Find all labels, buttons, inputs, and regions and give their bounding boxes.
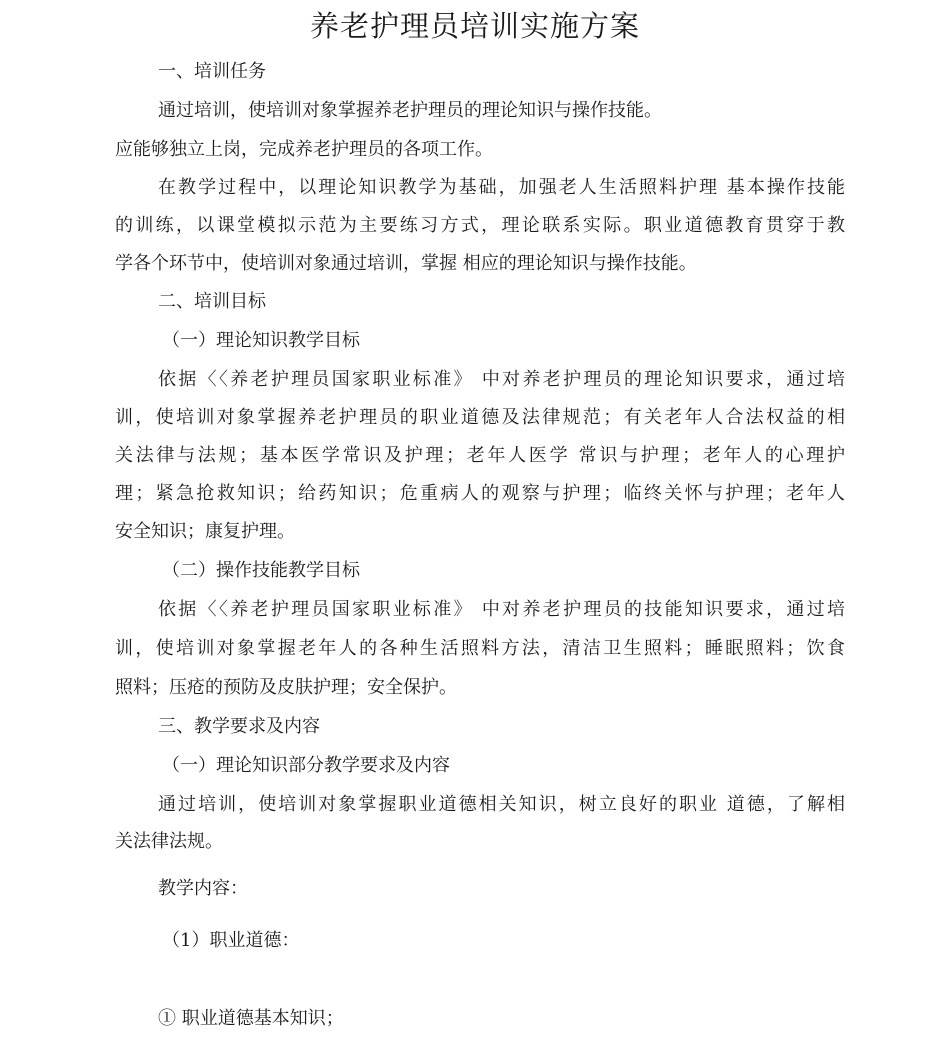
paragraph-line: 安全知识；康复护理。 <box>115 521 295 542</box>
subheading: （一）理论知识部分教学要求及内容 <box>162 755 450 776</box>
paragraph-line: 学各个环节中，使培训对象通过培训，掌握 相应的理论知识与操作技能。 <box>115 253 697 274</box>
paragraph-line: 的训练，以课堂模拟示范为主要练习方式，理论联系实际。职业道德教育贯穿于教 <box>115 215 845 236</box>
paragraph-line: 应能够独立上岗，完成养老护理员的各项工作。 <box>115 139 493 160</box>
paragraph-line: 通过培训，使培训对象掌握养老护理员的理论知识与操作技能。 <box>158 100 662 121</box>
document-title: 养老护理员培训实施方案 <box>309 9 640 43</box>
paragraph-line: 依据〈〈养老护理员国家职业标准》 中对养老护理员的技能知识要求，通过培 <box>158 599 845 620</box>
heading-3: 三、教学要求及内容 <box>158 716 320 737</box>
paragraph-line: 理；紧急抢救知识；给药知识；危重病人的观察与护理；临终关怀与护理；老年人 <box>115 483 845 504</box>
subheading: （二）操作技能教学目标 <box>162 560 360 581</box>
subheading: （一）理论知识教学目标 <box>162 330 360 351</box>
paragraph-line: 教学内容： <box>158 878 248 899</box>
paragraph-line: 训，使培训对象掌握养老护理员的职业道德及法律规范；有关老年人合法权益的相 <box>115 407 845 428</box>
heading-2: 二、培训目标 <box>158 291 266 312</box>
heading-1: 一、培训任务 <box>158 61 266 82</box>
paragraph-line: 关法律法规。 <box>115 831 223 852</box>
paragraph-line: 在教学过程中，以理论知识教学为基础，加强老人生活照料护理 基本操作技能 <box>158 177 845 198</box>
list-item: ① 职业道德基本知识； <box>158 1008 344 1029</box>
paragraph-line: 关法律与法规；基本医学常识及护理；老年人医学 常识与护理；老年人的心理护 <box>115 445 845 466</box>
paragraph-line: 照料；压疮的预防及皮肤护理；安全保护。 <box>115 677 457 698</box>
paragraph-line: 训，使培训对象掌握老年人的各种生活照料方法，清洁卫生照料；睡眠照料；饮食 <box>115 638 845 659</box>
paragraph-line: 通过培训，使培训对象掌握职业道德相关知识，树立良好的职业 道德，了解相 <box>158 794 845 815</box>
paragraph-line: 依据〈〈养老护理员国家职业标准》 中对养老护理员的理论知识要求，通过培 <box>158 369 845 390</box>
list-item: （1）职业道德： <box>162 930 300 951</box>
